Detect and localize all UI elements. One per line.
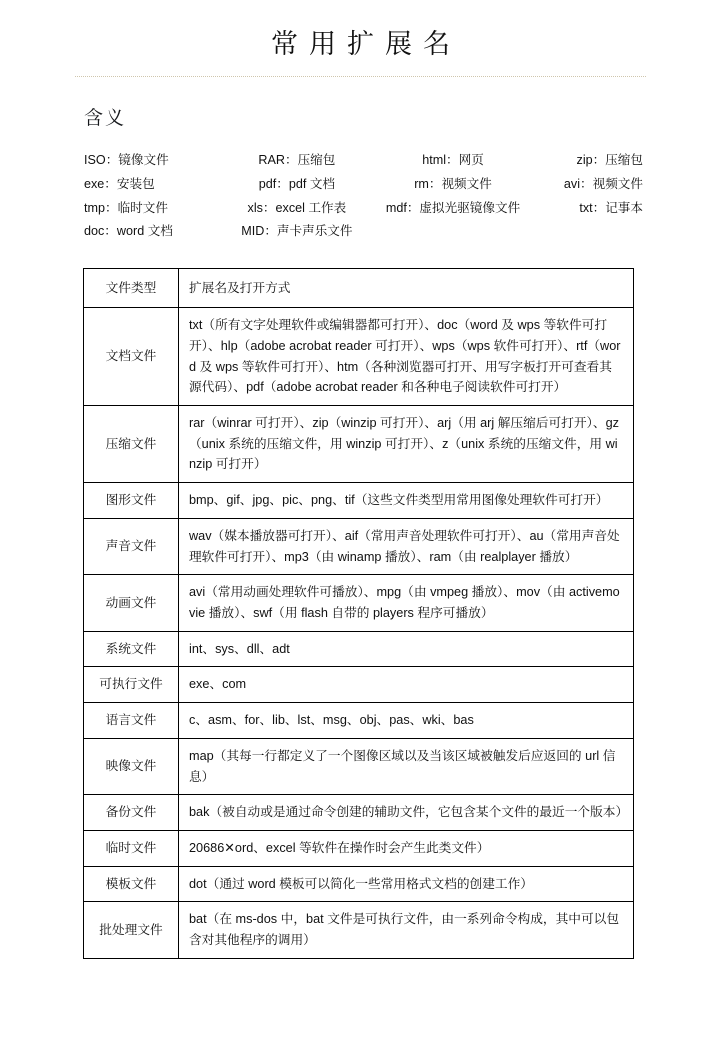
cell-description: rar（winrar 可打开）、zip（winzip 可打开）、arj（用 arj 解压缩后可打开）、gz（unix 系统的压缩文件，用 winzip 可打开）、z（unix 系统的压缩文件，用 winzip 可打开） <box>179 406 634 483</box>
table-row <box>84 631 634 667</box>
cell-file-type: 映像文件 <box>84 738 179 794</box>
definition-item: MID：声卡声乐文件 <box>241 224 353 239</box>
extension-table <box>83 268 634 958</box>
cell-description: bak（被自动或是通过命令创建的辅助文件，它包含某个文件的最近一个版本） <box>179 795 634 831</box>
cell-description: int、sys、dll、adt <box>179 631 634 667</box>
definition-grid <box>84 152 643 241</box>
cell-description: map（其每一行都定义了一个图像区域以及当该区域被触发后应返回的 url 信息） <box>179 738 634 794</box>
cell-description: avi（常用动画处理软件可播放）、mpg（由 vmpeg 播放）、mov（由 activemovie 播放）、swf（用 flash 自带的 players 程序可播放） <box>179 575 634 631</box>
cell-file-type: 备份文件 <box>84 795 179 831</box>
table-row <box>84 406 634 483</box>
definition-item: zip：压缩包 <box>576 152 643 167</box>
cell-file-type: 文档文件 <box>84 308 179 406</box>
definition-item: ISO：镜像文件 <box>84 152 169 167</box>
cell-file-type: 可执行文件 <box>84 667 179 703</box>
definition-item: tmp：临时文件 <box>84 200 168 215</box>
cell-description: exe、com <box>179 667 634 703</box>
cell-description: bmp、gif、jpg、pic、png、tif（这些文件类型用常用图像处理软件可打开） <box>179 483 634 519</box>
cell-description: txt（所有文字处理软件或编辑器都可打开）、doc（word 及 wps 等软件可打开）、hlp（adobe acrobat reader 可打开）、wps（wps 软件可打开）、rtf（word 及 wps 等软件可打开）、htm（各种浏览器可打开、用写字板打开可查看其源代码）、pdf（adobe acrobat reader 和各种电子阅读软件可打开） <box>179 308 634 406</box>
table-row <box>84 738 634 794</box>
column-header-file-type: 文件类型 <box>84 269 179 308</box>
definition-item: xls：excel 工作表 <box>247 200 347 215</box>
table-row <box>84 902 634 958</box>
table-row <box>84 866 634 902</box>
table-header-row <box>84 269 634 308</box>
cell-file-type: 模板文件 <box>84 866 179 902</box>
table-row <box>84 518 634 574</box>
table-row <box>84 575 634 631</box>
definition-item: exe：安装包 <box>84 176 155 191</box>
definition-item: pdf：pdf 文档 <box>258 176 336 191</box>
cell-file-type: 临时文件 <box>84 830 179 866</box>
table-row <box>84 308 634 406</box>
table-row <box>84 483 634 519</box>
cell-file-type: 批处理文件 <box>84 902 179 958</box>
cell-file-type: 系统文件 <box>84 631 179 667</box>
table-row <box>84 795 634 831</box>
cell-description: wav（媒本播放器可打开）、aif（常用声音处理软件可打开）、au（常用声音处理软件可打开）、mp3（由 winamp 播放）、ram（由 realplayer 播放） <box>179 518 634 574</box>
page-title: 常用扩展名 <box>271 29 461 59</box>
cell-file-type: 声音文件 <box>84 518 179 574</box>
definition-item: RAR：压缩包 <box>258 152 336 167</box>
column-header-description: 扩展名及打开方式 <box>179 269 634 308</box>
table-row <box>84 667 634 703</box>
cell-file-type: 语言文件 <box>84 703 179 739</box>
definition-item: doc：word 文档 <box>84 224 173 239</box>
definition-item: mdf：虚拟光驱镜像文件 <box>385 200 521 215</box>
definition-item: html：网页 <box>422 152 484 167</box>
table-body <box>84 308 634 958</box>
definition-item: txt：记事本 <box>579 200 643 215</box>
cell-file-type: 图形文件 <box>84 483 179 519</box>
cell-description: bat（在 ms-dos 中，bat 文件是可执行文件，由一系列命令构成，其中可以包含对其他程序的调用） <box>179 902 634 958</box>
cell-description: 20686✕ord、excel 等软件在操作时会产生此类文件） <box>179 830 634 866</box>
table-row <box>84 830 634 866</box>
cell-description: c、asm、for、lib、lst、msg、obj、pas、wki、bas <box>179 703 634 739</box>
definition-item: avi：视频文件 <box>563 176 643 191</box>
table-row <box>84 703 634 739</box>
cell-file-type: 压缩文件 <box>84 406 179 483</box>
section-heading-meaning: 含义 <box>84 107 127 129</box>
definition-item: rm：视频文件 <box>414 176 492 191</box>
cell-description: dot（通过 word 模板可以简化一些常用格式文档的创建工作） <box>179 866 634 902</box>
cell-file-type: 动画文件 <box>84 575 179 631</box>
